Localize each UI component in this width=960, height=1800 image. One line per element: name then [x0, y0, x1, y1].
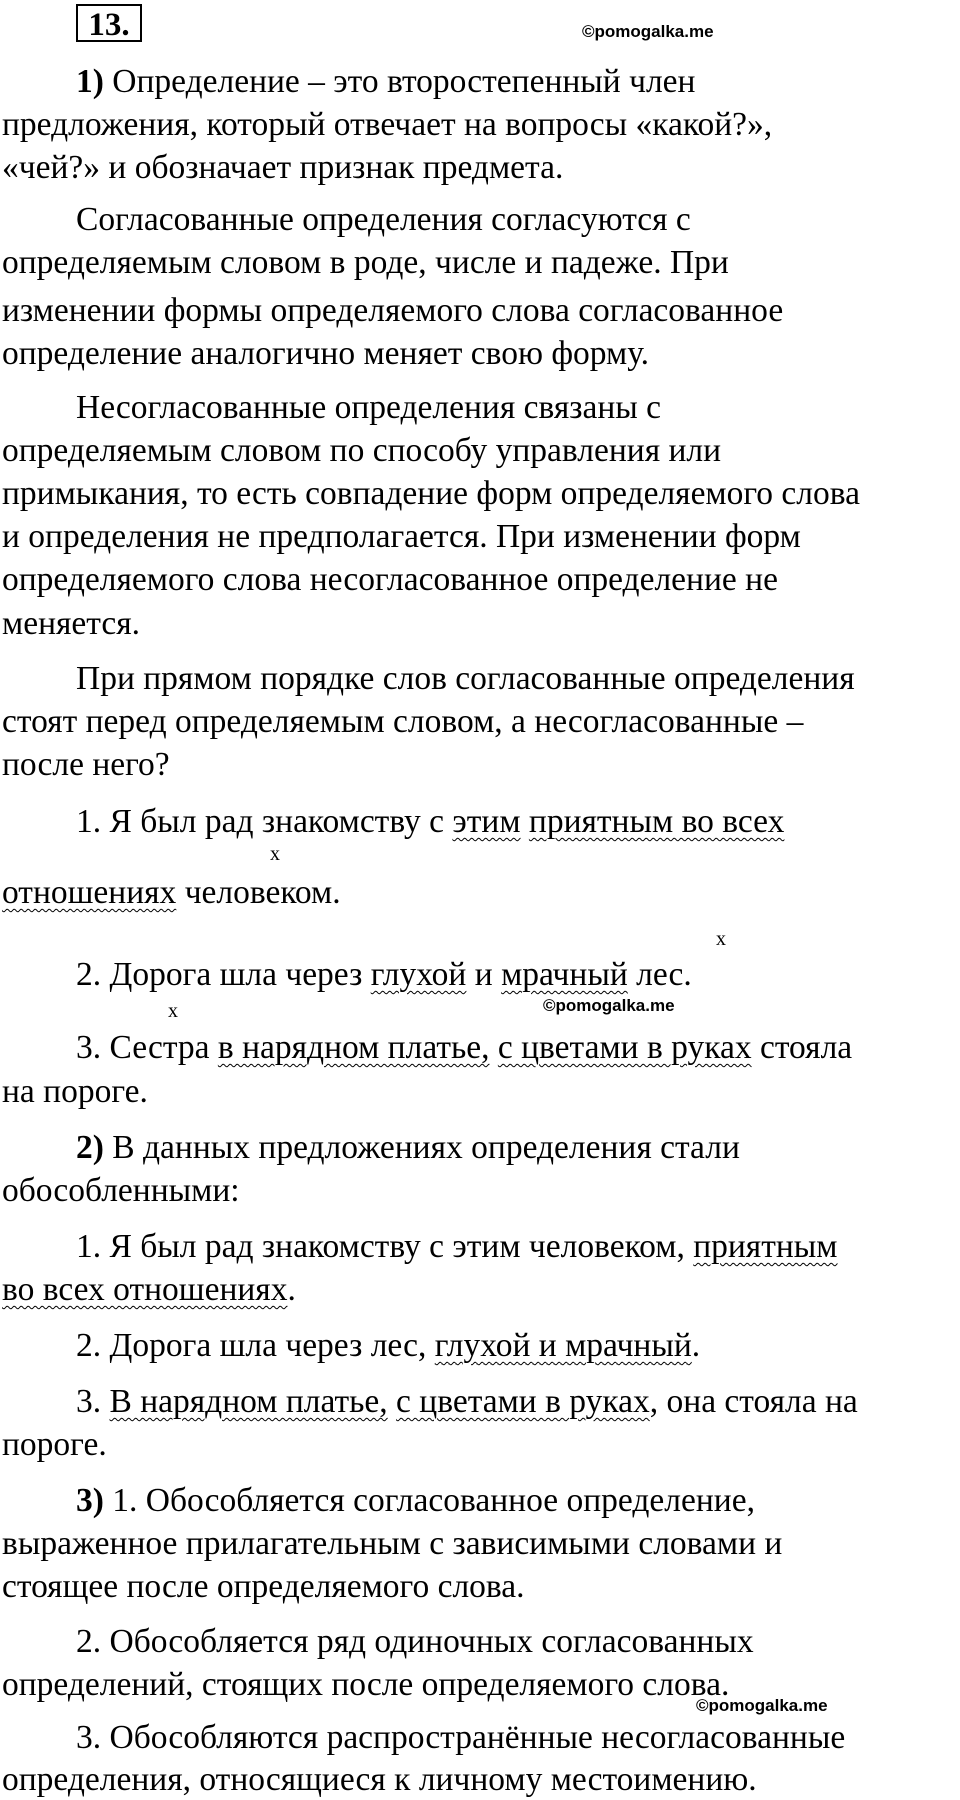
text: 1. Я был рад знакомству с	[76, 803, 453, 840]
text: и	[466, 956, 502, 993]
text: лес.	[627, 956, 692, 993]
paragraph-line: 2. Обособляется ряд одиночных согласованных	[76, 1623, 754, 1660]
text: стояла	[751, 1029, 853, 1066]
item-number: 2)	[76, 1129, 104, 1166]
underlined-word: мрачный	[501, 956, 628, 993]
text: 2. Дорога шла через	[76, 956, 371, 993]
example-sentence	[76, 955, 692, 995]
text: 3. Сестра	[76, 1029, 218, 1066]
paragraph-line: после него?	[2, 746, 170, 783]
watermark: ©pomogalka.me	[543, 996, 675, 1015]
text: 1. Я был рад знакомству с этим человеком,	[76, 1228, 694, 1265]
text: .	[691, 1327, 701, 1364]
paragraph-line: 3. Обособляются распространённые несогласованные	[76, 1719, 846, 1756]
paragraph-line: примыкания, то есть совпадение форм определяемого слова	[2, 475, 860, 512]
space	[521, 803, 529, 840]
underlined-phrase: во всех отношениях	[2, 1271, 288, 1308]
text: .	[287, 1271, 296, 1308]
mark-x: х	[168, 1000, 178, 1022]
paragraph-line	[76, 62, 695, 102]
example-sentence: пороге.	[2, 1426, 107, 1463]
example-sentence	[76, 802, 784, 842]
example-sentence: на пороге.	[2, 1073, 148, 1110]
text: 1. Обособляется согласованное определение,	[103, 1482, 755, 1519]
underlined-word: этим	[452, 803, 521, 840]
text: 2. Дорога шла через лес,	[76, 1327, 435, 1364]
paragraph-line: выраженное прилагательным с зависимыми словами и	[2, 1525, 783, 1562]
paragraph-line: определяемым словом в роде, числе и падеже. При	[2, 244, 729, 281]
underlined-word: отношениях	[2, 874, 177, 911]
underlined-phrase: с цветами в руках	[497, 1029, 752, 1066]
underlined-phrase: с цветами в руках	[396, 1383, 650, 1420]
space	[490, 1029, 498, 1066]
text: 3.	[76, 1383, 110, 1420]
text: человеком.	[176, 874, 341, 911]
example-sentence	[76, 1326, 700, 1366]
watermark: ©pomogalka.me	[696, 1696, 828, 1715]
paragraph-line: меняется.	[2, 605, 140, 642]
example-sentence	[76, 1227, 838, 1267]
example-sentence	[2, 1270, 296, 1310]
underlined-phrase: в нарядном платье,	[217, 1029, 490, 1066]
example-sentence	[76, 1382, 858, 1422]
paragraph-line: «чей?» и обозначает признак предмета.	[2, 149, 564, 186]
underlined-word: глухой	[370, 956, 467, 993]
paragraph-line	[76, 1128, 740, 1168]
paragraph-line: Согласованные определения согласуются с	[76, 201, 691, 238]
paragraph-line: стоящее после определяемого слова.	[2, 1568, 525, 1605]
text: , она стояла на	[649, 1383, 858, 1420]
paragraph-line: определяемого слова несогласованное определение не	[2, 561, 778, 598]
paragraph-line: и определения не предполагается. При изменении форм	[2, 518, 801, 555]
paragraph-line: изменении формы определяемого слова согласованное	[2, 292, 784, 329]
underlined-word: приятным	[693, 1228, 838, 1265]
mark-x: х	[716, 928, 726, 950]
example-sentence	[76, 1028, 852, 1068]
paragraph-line: определений, стоящих после определяемого слова.	[2, 1666, 730, 1703]
text: Определение – это второстепенный член	[103, 63, 696, 100]
mark-x: х	[270, 843, 280, 865]
underlined-phrase: глухой и мрачный	[434, 1327, 692, 1364]
paragraph-line: обособленными:	[2, 1172, 240, 1209]
paragraph-line: стоят перед определяемым словом, а несогласованные –	[2, 703, 804, 740]
item-number: 3)	[76, 1482, 104, 1519]
exercise-number: 13.	[76, 4, 142, 42]
text: В данных предложениях определения стали	[103, 1129, 740, 1166]
paragraph-line: предложения, который отвечает на вопросы «какой?»,	[2, 106, 773, 143]
paragraph-line: Несогласованные определения связаны с	[76, 389, 662, 426]
paragraph-line	[76, 1481, 755, 1521]
paragraph-line: При прямом порядке слов согласованные определения	[76, 660, 855, 697]
paragraph-line: определение аналогично меняет свою форму.	[2, 335, 650, 372]
example-sentence	[2, 873, 341, 913]
watermark: ©pomogalka.me	[582, 22, 714, 41]
paragraph-line: определяемым словом по способу управления или	[2, 432, 722, 469]
item-number: 1)	[76, 63, 104, 100]
paragraph-line: определения, относящиеся к личному местоимению.	[2, 1761, 757, 1798]
underlined-phrase: В нарядном платье,	[109, 1383, 388, 1420]
underlined-phrase: приятным во всех	[528, 803, 785, 840]
space	[388, 1383, 396, 1420]
